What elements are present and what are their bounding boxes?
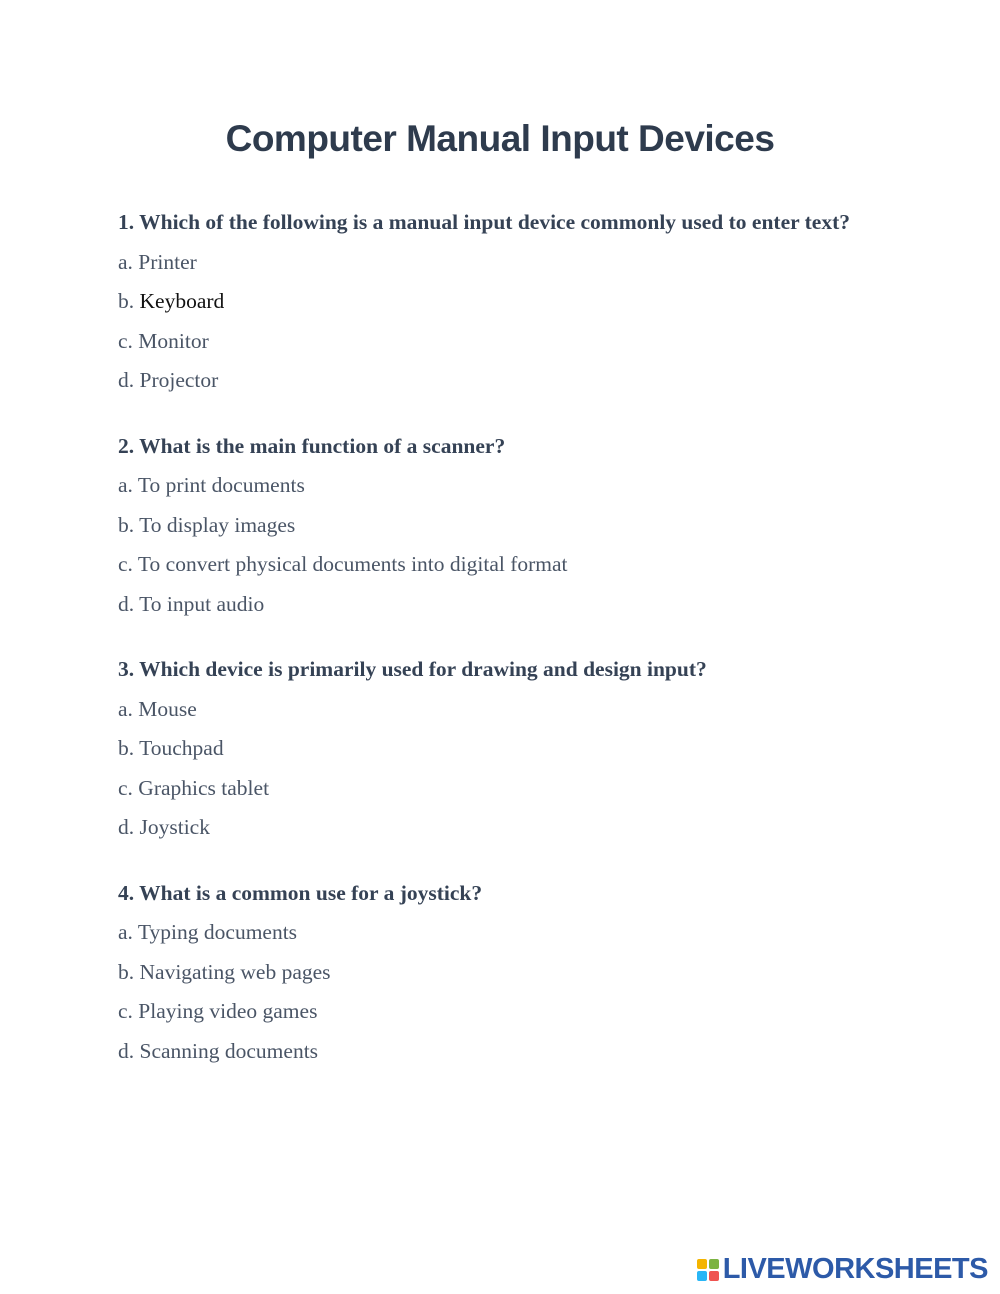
option-label: Mouse bbox=[138, 696, 197, 721]
option-prefix: b. bbox=[118, 959, 135, 984]
brand-mark-square bbox=[697, 1259, 707, 1269]
question-text: 3. Which device is primarily used for drawing and design input? bbox=[118, 657, 707, 681]
option-b[interactable] bbox=[118, 282, 878, 322]
brand-mark-square bbox=[697, 1271, 707, 1281]
liveworksheets-logo[interactable] bbox=[697, 1253, 988, 1286]
option-label: To display images bbox=[139, 512, 296, 537]
option-label: Graphics tablet bbox=[138, 775, 270, 800]
option-label: Scanning documents bbox=[139, 1038, 319, 1063]
option-b[interactable] bbox=[118, 953, 878, 993]
option-prefix: c. bbox=[118, 328, 133, 353]
option-c[interactable] bbox=[118, 769, 878, 809]
option-label: Joystick bbox=[139, 815, 210, 839]
question-1 bbox=[118, 203, 878, 401]
option-a[interactable] bbox=[118, 243, 878, 283]
question-text: 4. What is a common use for a joystick? bbox=[118, 880, 483, 905]
brand-mark-square bbox=[709, 1259, 719, 1269]
option-label: Playing video games bbox=[138, 999, 318, 1023]
page-title: Computer Manual Input Devices bbox=[225, 118, 775, 159]
option-label: To print documents bbox=[137, 473, 305, 497]
option-label: Monitor bbox=[138, 328, 209, 353]
brand-text: LIVEWORKSHEETS bbox=[722, 1253, 988, 1285]
option-c[interactable] bbox=[118, 322, 878, 362]
option-prefix: d. bbox=[118, 368, 135, 392]
option-prefix: c. bbox=[118, 552, 133, 576]
option-prefix: d. bbox=[118, 1038, 135, 1063]
option-prefix: d. bbox=[118, 591, 135, 616]
option-prefix: c. bbox=[118, 775, 133, 800]
option-prefix: b. bbox=[118, 736, 135, 760]
option-a[interactable] bbox=[118, 690, 878, 730]
option-b[interactable] bbox=[118, 506, 878, 546]
question-3 bbox=[118, 650, 878, 848]
option-label: Keyboard bbox=[139, 289, 225, 313]
option-a[interactable] bbox=[118, 913, 878, 953]
question-4 bbox=[118, 874, 878, 1072]
option-d[interactable] bbox=[118, 361, 878, 401]
option-prefix: d. bbox=[118, 815, 135, 839]
question-list bbox=[118, 203, 878, 1097]
option-c[interactable] bbox=[118, 545, 878, 585]
option-c[interactable] bbox=[118, 992, 878, 1032]
option-prefix: a. bbox=[118, 249, 133, 274]
question-text: 2. What is the main function of a scanner? bbox=[118, 433, 506, 458]
option-label: To convert physical documents into digital format bbox=[137, 552, 568, 576]
option-label: Projector bbox=[139, 368, 219, 392]
question-text: 1. Which of the following is a manual input device commonly used to enter text? bbox=[118, 210, 850, 234]
option-d[interactable] bbox=[118, 585, 878, 625]
option-label: Navigating web pages bbox=[139, 959, 331, 984]
question-2 bbox=[118, 427, 878, 625]
option-prefix: b. bbox=[118, 512, 135, 537]
brand-mark-square bbox=[709, 1271, 719, 1281]
option-prefix: a. bbox=[118, 920, 133, 944]
option-a[interactable] bbox=[118, 466, 878, 506]
option-b[interactable] bbox=[118, 729, 878, 769]
option-label: Touchpad bbox=[139, 736, 224, 760]
option-prefix: c. bbox=[118, 999, 133, 1023]
option-label: To input audio bbox=[139, 591, 265, 616]
option-d[interactable] bbox=[118, 808, 878, 848]
option-prefix: a. bbox=[118, 473, 133, 497]
option-prefix: a. bbox=[118, 696, 133, 721]
brand-mark-icon bbox=[697, 1259, 719, 1281]
option-prefix: b. bbox=[118, 289, 135, 313]
option-label: Printer bbox=[138, 249, 197, 274]
option-label: Typing documents bbox=[137, 920, 298, 944]
option-d[interactable] bbox=[118, 1032, 878, 1072]
